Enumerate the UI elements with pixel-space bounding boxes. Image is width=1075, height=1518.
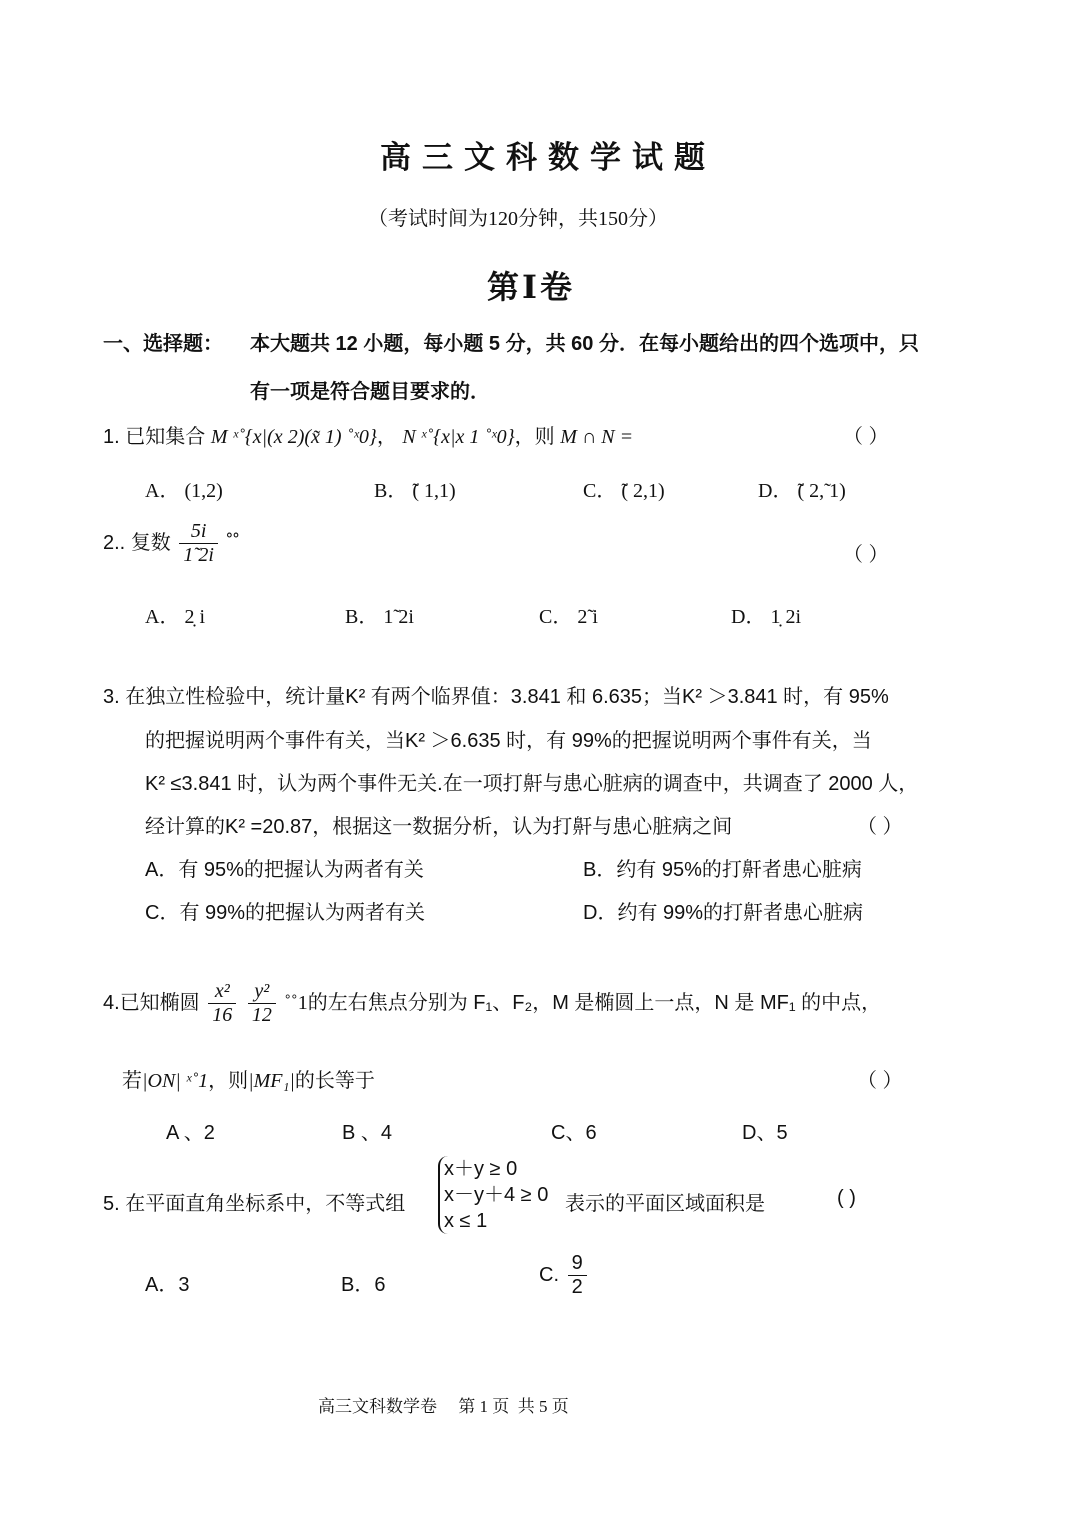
question-stem-tail: 的左右焦点分别为 F₁、F₂，M 是椭圆上一点，N 是 MF₁ 的中点， [307, 991, 882, 1014]
option-d: D．约有 99%的打鼾者患心脏病 [583, 902, 864, 924]
question-5 [103, 1187, 405, 1216]
option-c-fraction [568, 1252, 587, 1299]
fraction-y [248, 980, 276, 1027]
question-3 [103, 680, 889, 709]
question-1 [103, 420, 633, 449]
set-m-expression: M ˣ˚{x|(x 2)(x̃ 1) ˚ˣ0} [210, 426, 377, 448]
option-b: B． ̃( 1,1) [374, 480, 456, 502]
fraction-numerator: y² [248, 980, 276, 1004]
question-number: 4. [103, 991, 120, 1014]
option-c-label: C. [539, 1263, 559, 1286]
inequality-3: x ≤ 1 [444, 1210, 488, 1232]
inequality-brace [438, 1156, 548, 1234]
question-stem: 复数 [130, 531, 171, 554]
mf-expression: |MF₁| [248, 1070, 295, 1092]
answer-parenthesis: ( ) [837, 1187, 856, 1209]
text: ，则 [208, 1070, 249, 1092]
fraction-denominator: 16 [212, 1004, 233, 1026]
question-4 [103, 980, 881, 1027]
fraction [179, 520, 218, 567]
fraction-numerator: x² [208, 980, 236, 1004]
option-a: A． (1,2) [145, 480, 223, 502]
option-d: D． 1̣ 2i [731, 606, 801, 628]
option-a: A 、2 [166, 1122, 215, 1144]
section-heading: 一、选择题： [103, 333, 223, 355]
text: 的长等于 [294, 1070, 375, 1092]
answer-parenthesis: （ ） [843, 426, 889, 448]
question-2 [103, 520, 240, 567]
question-stem: 已知集合 [125, 426, 206, 448]
question-4-line-2 [122, 1064, 375, 1093]
exam-subtitle: （考试时间为120分钟，共150分） [368, 208, 668, 230]
on-expression: |ON| ˣ˚1 [142, 1070, 209, 1092]
text: 若 [122, 1070, 142, 1092]
question-number: 5. [103, 1193, 120, 1215]
fraction-denominator: 1̃ 2i [183, 544, 214, 566]
option-c: C、6 [551, 1122, 597, 1144]
inequality-system [438, 1156, 548, 1234]
option-c: C．有 99%的把握认为两者有关 [145, 902, 426, 924]
option-d: D． ̃( 2,̃ 1) [758, 480, 846, 502]
option-c: C． ̃( 2,1) [583, 480, 665, 502]
option-c [539, 1252, 590, 1299]
fraction-denominator: 2 [571, 1276, 583, 1298]
answer-parenthesis: （ ） [857, 816, 903, 838]
option-b: B．6 [341, 1274, 386, 1296]
question-number: 1. [103, 426, 120, 448]
question-number: 2.. [103, 531, 126, 554]
option-b: B．约有 95%的打鼾者患心脏病 [583, 859, 862, 881]
answer-parenthesis: （ ） [857, 1070, 903, 1092]
inequality-1: x＋y ≥ 0 [444, 1158, 518, 1180]
equals-mark: ˚˚ [226, 531, 240, 554]
fraction-numerator: 9 [568, 1252, 587, 1276]
question-line-4: 经计算的K² =20.87，根据这一数据分析，认为打鼾与患心脏病之间 [145, 816, 733, 838]
exam-title: 高三文科数学试题 [380, 140, 716, 175]
set-n-expression: N ˣ˚{x|x 1 ˚ˣ0} [402, 426, 515, 448]
question-line-3: K² ≤3.841 时，认为两个事件无关.在一项打鼾与患心脏病的调查中，共调查了 2000 人， [145, 773, 919, 795]
question-stem: 在平面直角坐标系中，不等式组 [125, 1193, 406, 1215]
answer-parenthesis: （ ） [843, 544, 889, 566]
question-number: 3. [103, 686, 120, 708]
question-stem: 已知椭圆 [119, 991, 200, 1014]
volume-heading: 第Ⅰ卷 [487, 268, 575, 306]
option-a: A．3 [145, 1274, 190, 1296]
separator: ， [376, 426, 397, 448]
option-b: B． 1̃ 2i [345, 606, 414, 628]
option-d: D、5 [742, 1122, 788, 1144]
option-c: C． 2̃ i [539, 606, 598, 628]
inequality-2: x－y＋4 ≥ 0 [444, 1184, 549, 1206]
section-instructions-line1: 本大题共 12 小题，每小题 5 分，共 60 分．在每小题给出的四个选项中，只 [250, 333, 919, 355]
option-a: A． 2̣ i [145, 606, 205, 628]
page-footer: 高三文科数学卷 第 1 页 共 5 页 [318, 1397, 569, 1416]
intersection-expression: M ∩ N = [560, 426, 634, 448]
section-instructions-line2: 有一项是符合题目要求的． [250, 381, 490, 403]
fraction-denominator: 12 [251, 1004, 272, 1026]
question-stem-tail: 表示的平面区域面积是 [565, 1193, 765, 1215]
question-stem-tail: ，则 [514, 426, 555, 448]
option-b: B 、4 [342, 1122, 393, 1144]
question-line-2: 的把握说明两个事件有关，当K² ＞6.635 时，有 99%的把握说明两个事件有关，当 [145, 730, 872, 752]
fraction-x [208, 980, 236, 1027]
question-line-1: 在独立性检验中，统计量K² 有两个临界值：3.841 和 6.635；当K² ＞3.841 时，有 95% [125, 686, 889, 708]
equation-rhs: ˚˚1 [284, 991, 308, 1014]
option-a: A．有 95%的把握认为两者有关 [145, 859, 424, 881]
fraction-numerator: 5i [179, 520, 218, 544]
